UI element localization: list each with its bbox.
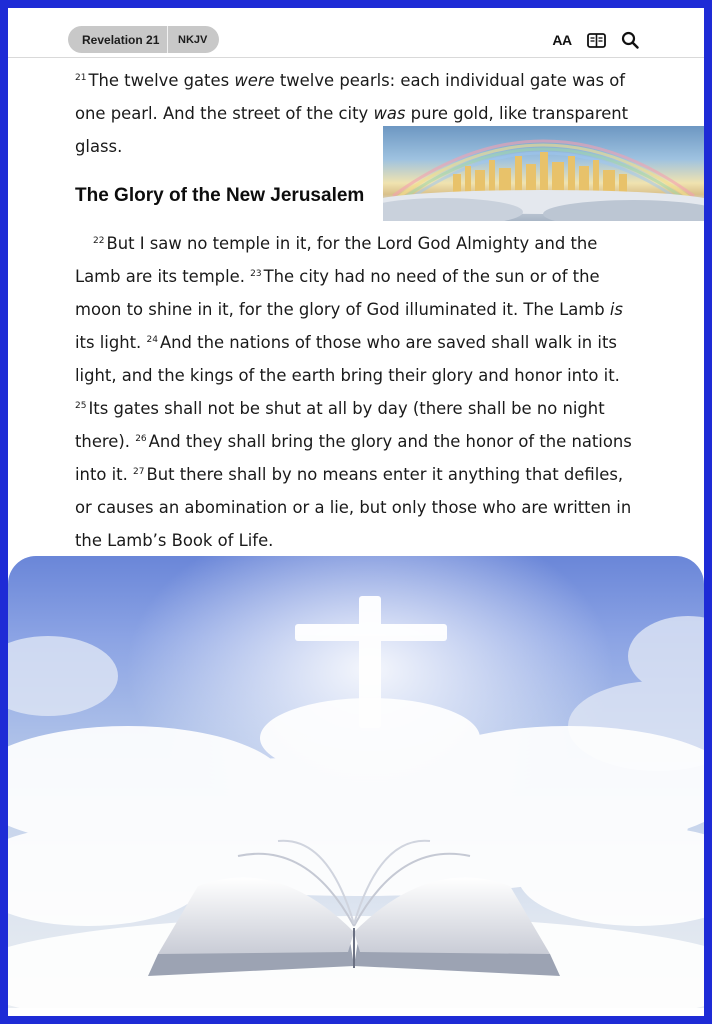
- verse-text: its light.: [75, 333, 147, 352]
- verse-number: 26: [135, 433, 147, 444]
- verse-text: And they shall bring the glory and the honor of the nations into it.: [75, 432, 632, 484]
- verses-22-27: [75, 227, 645, 557]
- verse-text: And the nations of those who are saved shall walk in its light, and the kings of the earth bring their glory and honor into it.: [75, 333, 620, 385]
- verse-italic: is: [609, 300, 623, 319]
- text-size-button[interactable]: [551, 30, 573, 50]
- verse-number: 25: [75, 400, 87, 411]
- verse-number: 23: [250, 268, 262, 279]
- verse-text: Its gates shall not be shut at all by day (there shall be no night there).: [75, 399, 605, 451]
- verse-number: 22: [93, 235, 105, 246]
- verse-number: 24: [146, 334, 158, 345]
- verse-number: 21: [75, 72, 87, 83]
- verse-number: 27: [133, 466, 145, 477]
- cross-and-bible-image: [8, 556, 704, 1008]
- reader-view-button[interactable]: [586, 30, 606, 50]
- search-button[interactable]: [620, 30, 640, 50]
- bible-reader-page: [8, 8, 704, 1016]
- version-button[interactable]: NKJV: [178, 33, 208, 46]
- book-open-icon: [587, 33, 606, 48]
- book-version-pill[interactable]: [68, 26, 219, 53]
- verse-text: pure gold, like transparent glass.: [75, 104, 629, 156]
- verse-text: But there shall by no means enter it anything that defiles, or causes an abomination or a lie, but only those who are written in the Lamb’s Book of Life.: [75, 465, 632, 550]
- section-heading: The Glory of the New Jerusalem: [75, 185, 365, 206]
- heavenly-city-image: [383, 126, 704, 221]
- verse-text: But I saw no temple in it, for the Lord God Almighty and the Lamb are its temple.: [75, 234, 598, 286]
- top-bar: [8, 8, 704, 58]
- verse-text: The twelve gates: [88, 71, 235, 90]
- verse-italic: were: [234, 71, 275, 90]
- book-chapter-button[interactable]: Revelation 21: [68, 26, 168, 53]
- verse-italic: was: [373, 104, 406, 123]
- verse-text: The city had no need of the sun or of the moon to shine in it, for the glory of God illuminated it. The Lamb: [75, 267, 610, 319]
- search-icon: [621, 31, 639, 49]
- text-size-icon: AA: [552, 32, 572, 48]
- verse-text: twelve pearls: each individual gate was of one pearl. And the street of the city: [75, 71, 626, 123]
